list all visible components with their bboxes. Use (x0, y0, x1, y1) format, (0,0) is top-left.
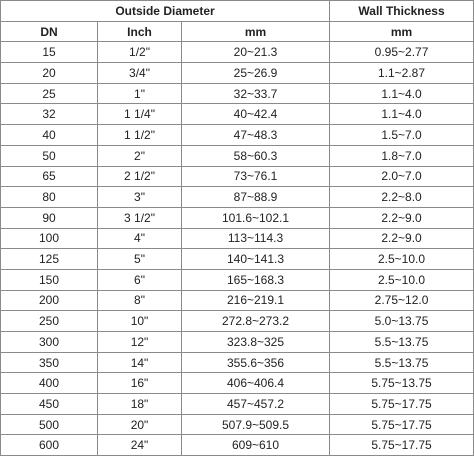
od-mm-cell: 406~406.4 (182, 373, 330, 394)
wt-mm-cell: 1.1~2.87 (330, 63, 474, 84)
table-row (1, 373, 474, 394)
dn-cell: 450 (1, 394, 98, 415)
inch-header: Inch (98, 21, 182, 42)
inch-cell: 1 1/4" (98, 104, 182, 125)
wt-mm-header: mm (330, 21, 474, 42)
dn-cell: 32 (1, 104, 98, 125)
dn-cell: 500 (1, 414, 98, 435)
inch-cell: 10" (98, 311, 182, 332)
header-row-groups (1, 1, 474, 22)
dn-cell: 400 (1, 373, 98, 394)
wt-mm-cell: 5.5~13.75 (330, 332, 474, 353)
inch-cell: 5" (98, 249, 182, 270)
od-mm-cell: 25~26.9 (182, 63, 330, 84)
dn-cell: 25 (1, 83, 98, 104)
od-mm-cell: 58~60.3 (182, 145, 330, 166)
table-row (1, 332, 474, 353)
table-row (1, 63, 474, 84)
inch-cell: 1 1/2" (98, 125, 182, 146)
od-mm-cell: 457~457.2 (182, 394, 330, 415)
inch-cell: 2" (98, 145, 182, 166)
table-row (1, 104, 474, 125)
wt-mm-cell: 2.75~12.0 (330, 290, 474, 311)
dn-cell: 250 (1, 311, 98, 332)
inch-cell: 3" (98, 187, 182, 208)
od-mm-cell: 87~88.9 (182, 187, 330, 208)
od-mm-cell: 113~114.3 (182, 228, 330, 249)
table-row (1, 166, 474, 187)
table-body (1, 1, 474, 456)
dn-cell: 80 (1, 187, 98, 208)
od-mm-cell: 47~48.3 (182, 125, 330, 146)
inch-cell: 1/2" (98, 42, 182, 63)
inch-cell: 12" (98, 332, 182, 353)
wt-mm-cell: 2.2~9.0 (330, 207, 474, 228)
wt-mm-cell: 1.8~7.0 (330, 145, 474, 166)
inch-cell: 20" (98, 414, 182, 435)
od-mm-cell: 20~21.3 (182, 42, 330, 63)
od-mm-cell: 216~219.1 (182, 290, 330, 311)
dn-cell: 100 (1, 228, 98, 249)
dn-cell: 20 (1, 63, 98, 84)
dn-cell: 90 (1, 207, 98, 228)
inch-cell: 16" (98, 373, 182, 394)
od-mm-cell: 40~42.4 (182, 104, 330, 125)
od-mm-cell: 32~33.7 (182, 83, 330, 104)
od-mm-cell: 165~168.3 (182, 269, 330, 290)
inch-cell: 3/4" (98, 63, 182, 84)
dn-cell: 600 (1, 435, 98, 456)
wt-mm-cell: 5.75~17.75 (330, 435, 474, 456)
inch-cell: 3 1/2" (98, 207, 182, 228)
dn-cell: 40 (1, 125, 98, 146)
dn-cell: 300 (1, 332, 98, 353)
inch-cell: 14" (98, 352, 182, 373)
dn-cell: 65 (1, 166, 98, 187)
od-mm-cell: 101.6~102.1 (182, 207, 330, 228)
inch-cell: 1" (98, 83, 182, 104)
od-mm-cell: 272.8~273.2 (182, 311, 330, 332)
table-row (1, 228, 474, 249)
wt-mm-cell: 5.75~17.75 (330, 394, 474, 415)
od-mm-cell: 609~610 (182, 435, 330, 456)
od-mm-cell: 140~141.3 (182, 249, 330, 270)
inch-cell: 8" (98, 290, 182, 311)
wt-mm-cell: 1.1~4.0 (330, 104, 474, 125)
table-row (1, 290, 474, 311)
od-mm-cell: 507.9~509.5 (182, 414, 330, 435)
dn-cell: 50 (1, 145, 98, 166)
dn-cell: 350 (1, 352, 98, 373)
table-row (1, 125, 474, 146)
table-row (1, 207, 474, 228)
inch-cell: 2 1/2" (98, 166, 182, 187)
dn-cell: 150 (1, 269, 98, 290)
inch-cell: 6" (98, 269, 182, 290)
wt-mm-cell: 1.1~4.0 (330, 83, 474, 104)
outside-diameter-header: Outside Diameter (1, 1, 330, 22)
wt-mm-cell: 2.5~10.0 (330, 269, 474, 290)
wt-mm-cell: 5.0~13.75 (330, 311, 474, 332)
wt-mm-cell: 5.75~13.75 (330, 373, 474, 394)
table-row (1, 435, 474, 456)
table-row (1, 83, 474, 104)
dn-cell: 125 (1, 249, 98, 270)
wt-mm-cell: 2.5~10.0 (330, 249, 474, 270)
table-row (1, 352, 474, 373)
table-row (1, 42, 474, 63)
dn-header: DN (1, 21, 98, 42)
inch-cell: 24" (98, 435, 182, 456)
table-row (1, 145, 474, 166)
table-row (1, 394, 474, 415)
wall-thickness-header: Wall Thickness (330, 1, 474, 22)
wt-mm-cell: 1.5~7.0 (330, 125, 474, 146)
wt-mm-cell: 5.5~13.75 (330, 352, 474, 373)
dn-cell: 15 (1, 42, 98, 63)
wt-mm-cell: 5.75~17.75 (330, 414, 474, 435)
header-row-units (1, 21, 474, 42)
inch-cell: 4" (98, 228, 182, 249)
wt-mm-cell: 2.0~7.0 (330, 166, 474, 187)
od-mm-cell: 355.6~356 (182, 352, 330, 373)
inch-cell: 18" (98, 394, 182, 415)
table-row (1, 311, 474, 332)
table-row (1, 249, 474, 270)
table-row (1, 269, 474, 290)
table-row (1, 187, 474, 208)
dn-cell: 200 (1, 290, 98, 311)
wt-mm-cell: 2.2~8.0 (330, 187, 474, 208)
od-mm-header: mm (182, 21, 330, 42)
wt-mm-cell: 2.2~9.0 (330, 228, 474, 249)
od-mm-cell: 323.8~325 (182, 332, 330, 353)
wt-mm-cell: 0.95~2.77 (330, 42, 474, 63)
od-mm-cell: 73~76.1 (182, 166, 330, 187)
table-row (1, 414, 474, 435)
